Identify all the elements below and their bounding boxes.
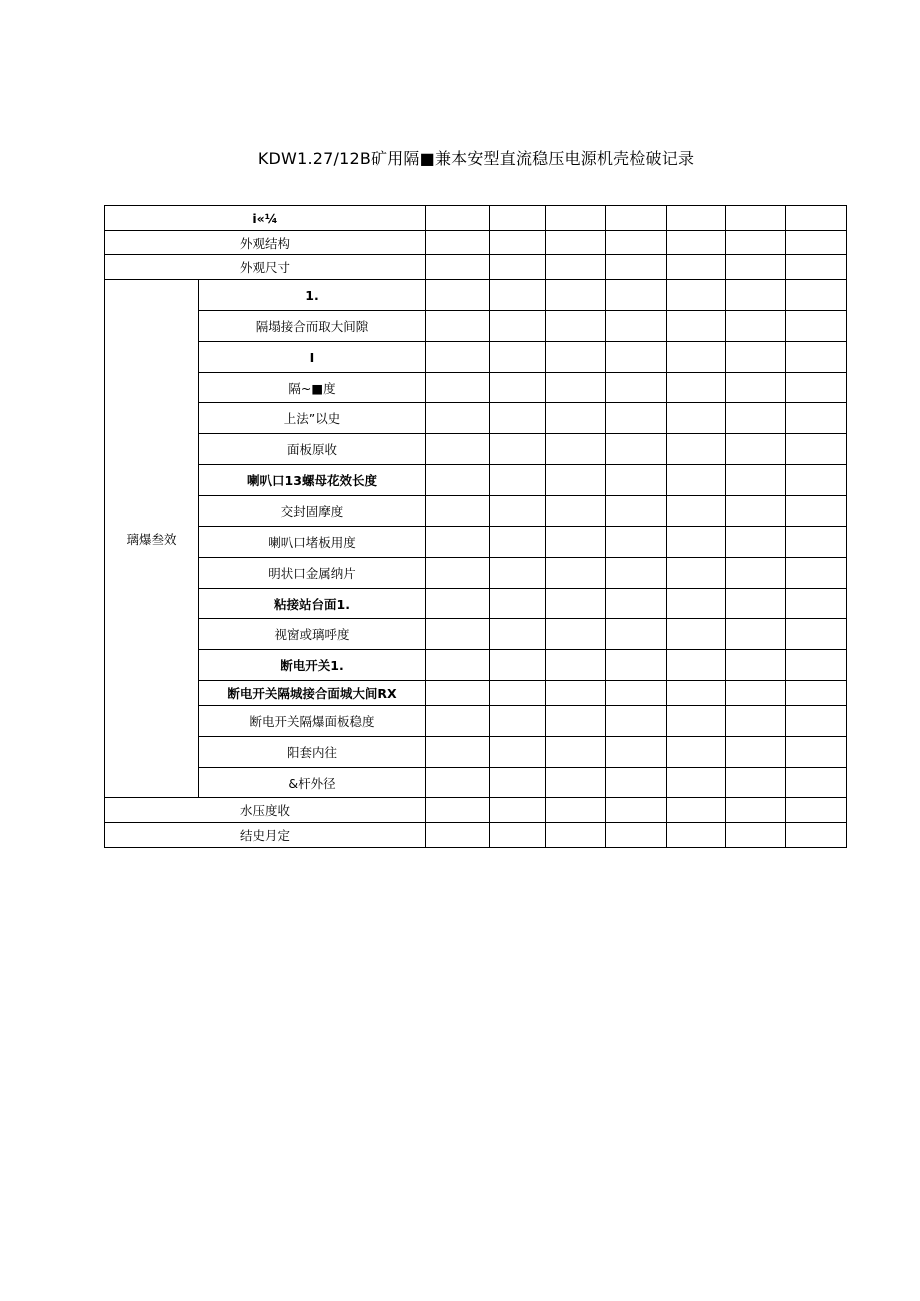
value-cell	[606, 255, 667, 280]
value-cell	[546, 619, 606, 650]
parameter-label: 断电开关1.	[199, 650, 426, 681]
value-cell	[546, 681, 606, 706]
value-cell	[490, 496, 546, 527]
value-cell	[726, 823, 786, 848]
value-cell	[426, 434, 490, 465]
value-cell	[606, 311, 667, 342]
value-cell	[606, 558, 667, 589]
value-cell	[426, 342, 490, 373]
value-cell	[426, 823, 490, 848]
table-row	[105, 737, 847, 768]
table-row	[105, 496, 847, 527]
value-cell	[726, 342, 786, 373]
value-cell	[426, 768, 490, 798]
value-cell	[667, 798, 726, 823]
value-cell	[606, 465, 667, 496]
table-row	[105, 558, 847, 589]
value-cell	[726, 706, 786, 737]
value-cell	[786, 589, 847, 619]
value-cell	[667, 434, 726, 465]
value-cell	[490, 558, 546, 589]
value-cell	[426, 206, 490, 231]
table-row	[105, 311, 847, 342]
value-cell	[606, 589, 667, 619]
value-cell	[606, 681, 667, 706]
value-cell	[606, 650, 667, 681]
value-cell	[726, 650, 786, 681]
header-label-cell: i«¼	[105, 206, 426, 231]
value-cell	[546, 403, 606, 434]
value-cell	[426, 403, 490, 434]
parameter-label: 喇叭口堵板用度	[199, 527, 426, 558]
value-cell	[490, 823, 546, 848]
value-cell	[786, 206, 847, 231]
value-cell	[786, 798, 847, 823]
value-cell	[546, 206, 606, 231]
value-cell	[490, 465, 546, 496]
value-cell	[546, 823, 606, 848]
table-row	[105, 342, 847, 373]
value-cell	[606, 823, 667, 848]
table-row	[105, 823, 847, 848]
value-cell	[786, 619, 847, 650]
value-cell	[490, 706, 546, 737]
value-cell	[546, 737, 606, 768]
value-cell	[786, 768, 847, 798]
value-cell	[490, 527, 546, 558]
value-cell	[546, 255, 606, 280]
value-cell	[726, 231, 786, 255]
value-cell	[786, 342, 847, 373]
value-cell	[786, 373, 847, 403]
value-cell	[786, 737, 847, 768]
parameter-label: I	[199, 342, 426, 373]
table-row	[105, 434, 847, 465]
value-cell	[490, 206, 546, 231]
table-row	[105, 589, 847, 619]
table-row	[105, 706, 847, 737]
parameter-label: 上法”以史	[199, 403, 426, 434]
value-cell	[606, 280, 667, 311]
value-cell	[667, 589, 726, 619]
value-cell	[606, 434, 667, 465]
parameter-label: 1.	[199, 280, 426, 311]
value-cell	[490, 768, 546, 798]
parameter-label: 交封固摩度	[199, 496, 426, 527]
parameter-label: &杆外径	[199, 768, 426, 798]
table-row	[105, 373, 847, 403]
value-cell	[667, 280, 726, 311]
value-cell	[726, 206, 786, 231]
value-cell	[546, 280, 606, 311]
value-cell	[726, 255, 786, 280]
value-cell	[667, 342, 726, 373]
value-cell	[726, 311, 786, 342]
value-cell	[606, 496, 667, 527]
value-cell	[786, 255, 847, 280]
inspection-table	[104, 205, 847, 848]
value-cell	[786, 434, 847, 465]
value-cell	[667, 373, 726, 403]
value-cell	[426, 681, 490, 706]
value-cell	[426, 496, 490, 527]
table-row	[105, 681, 847, 706]
value-cell	[606, 403, 667, 434]
value-cell	[606, 527, 667, 558]
value-cell	[726, 280, 786, 311]
value-cell	[726, 373, 786, 403]
value-cell	[786, 496, 847, 527]
value-cell	[546, 589, 606, 619]
value-cell	[546, 465, 606, 496]
value-cell	[667, 465, 726, 496]
value-cell	[546, 311, 606, 342]
value-cell	[726, 434, 786, 465]
value-cell	[546, 527, 606, 558]
page-title: KDW1.27/12B矿用隔■兼本安型直流稳压电源机壳检破记录	[257, 149, 695, 168]
table-row	[105, 768, 847, 798]
value-cell	[667, 558, 726, 589]
value-cell	[786, 280, 847, 311]
parameter-label: 视窗或璃呼度	[199, 619, 426, 650]
value-cell	[667, 527, 726, 558]
value-cell	[726, 589, 786, 619]
value-cell	[786, 403, 847, 434]
parameter-label: 粘接站台面1.	[199, 589, 426, 619]
value-cell	[726, 496, 786, 527]
value-cell	[426, 650, 490, 681]
value-cell	[606, 706, 667, 737]
value-cell	[667, 231, 726, 255]
value-cell	[726, 465, 786, 496]
exterior-size-label: 外观尺寸	[105, 255, 426, 280]
table-row	[105, 527, 847, 558]
value-cell	[490, 589, 546, 619]
value-cell	[546, 768, 606, 798]
value-cell	[667, 768, 726, 798]
value-cell	[667, 206, 726, 231]
value-cell	[606, 206, 667, 231]
value-cell	[490, 798, 546, 823]
value-cell	[667, 823, 726, 848]
value-cell	[606, 231, 667, 255]
value-cell	[667, 619, 726, 650]
value-cell	[546, 434, 606, 465]
value-cell	[426, 527, 490, 558]
table-row	[105, 650, 847, 681]
value-cell	[606, 342, 667, 373]
value-cell	[786, 527, 847, 558]
value-cell	[726, 527, 786, 558]
value-cell	[426, 311, 490, 342]
value-cell	[426, 558, 490, 589]
value-cell	[546, 558, 606, 589]
parameter-label: 隔~■度	[199, 373, 426, 403]
value-cell	[490, 255, 546, 280]
parameter-label: 断电开关隔爆面板稳度	[199, 706, 426, 737]
value-cell	[426, 589, 490, 619]
exterior-structure-label: 外观结构	[105, 231, 426, 255]
parameter-label: 面板原收	[199, 434, 426, 465]
value-cell	[786, 823, 847, 848]
value-cell	[490, 619, 546, 650]
value-cell	[490, 280, 546, 311]
value-cell	[667, 311, 726, 342]
table-row	[105, 231, 847, 255]
value-cell	[426, 706, 490, 737]
value-cell	[490, 231, 546, 255]
value-cell	[490, 403, 546, 434]
value-cell	[667, 737, 726, 768]
value-cell	[606, 373, 667, 403]
value-cell	[426, 280, 490, 311]
parameter-label: 隔塌接合而取大间隙	[199, 311, 426, 342]
value-cell	[426, 373, 490, 403]
value-cell	[426, 231, 490, 255]
value-cell	[490, 373, 546, 403]
value-cell	[726, 798, 786, 823]
table-row	[105, 403, 847, 434]
value-cell	[786, 558, 847, 589]
value-cell	[606, 619, 667, 650]
value-cell	[490, 681, 546, 706]
value-cell	[786, 231, 847, 255]
table-row	[105, 255, 847, 280]
value-cell	[426, 798, 490, 823]
value-cell	[490, 737, 546, 768]
value-cell	[786, 681, 847, 706]
value-cell	[546, 231, 606, 255]
value-cell	[490, 434, 546, 465]
value-cell	[546, 496, 606, 527]
value-cell	[726, 558, 786, 589]
value-cell	[786, 650, 847, 681]
value-cell	[667, 706, 726, 737]
table-row	[105, 280, 847, 311]
parameter-label: 断电开关隔城接合面城大间RX	[199, 681, 426, 706]
value-cell	[546, 650, 606, 681]
table-row	[105, 798, 847, 823]
value-cell	[546, 342, 606, 373]
conclusion-label: 结史月定	[105, 823, 426, 848]
parameter-label: 阳套内往	[199, 737, 426, 768]
value-cell	[667, 496, 726, 527]
value-cell	[606, 737, 667, 768]
value-cell	[606, 768, 667, 798]
table-body	[105, 206, 847, 848]
value-cell	[546, 798, 606, 823]
value-cell	[426, 465, 490, 496]
table-row	[105, 206, 847, 231]
value-cell	[667, 255, 726, 280]
value-cell	[490, 342, 546, 373]
value-cell	[546, 706, 606, 737]
value-cell	[426, 737, 490, 768]
value-cell	[546, 373, 606, 403]
value-cell	[490, 650, 546, 681]
value-cell	[426, 619, 490, 650]
explosion-params-group-label: 璃爆叁效	[105, 280, 199, 798]
value-cell	[786, 465, 847, 496]
value-cell	[667, 681, 726, 706]
value-cell	[426, 255, 490, 280]
value-cell	[786, 706, 847, 737]
parameter-label: 喇叭口13螺母花效长度	[199, 465, 426, 496]
value-cell	[726, 681, 786, 706]
value-cell	[606, 798, 667, 823]
table-row	[105, 619, 847, 650]
value-cell	[490, 311, 546, 342]
table-row	[105, 465, 847, 496]
value-cell	[726, 403, 786, 434]
value-cell	[726, 768, 786, 798]
value-cell	[667, 650, 726, 681]
value-cell	[667, 403, 726, 434]
pressure-test-label: 水压度收	[105, 798, 426, 823]
value-cell	[726, 619, 786, 650]
value-cell	[726, 737, 786, 768]
parameter-label: 明状口金属纳片	[199, 558, 426, 589]
value-cell	[786, 311, 847, 342]
